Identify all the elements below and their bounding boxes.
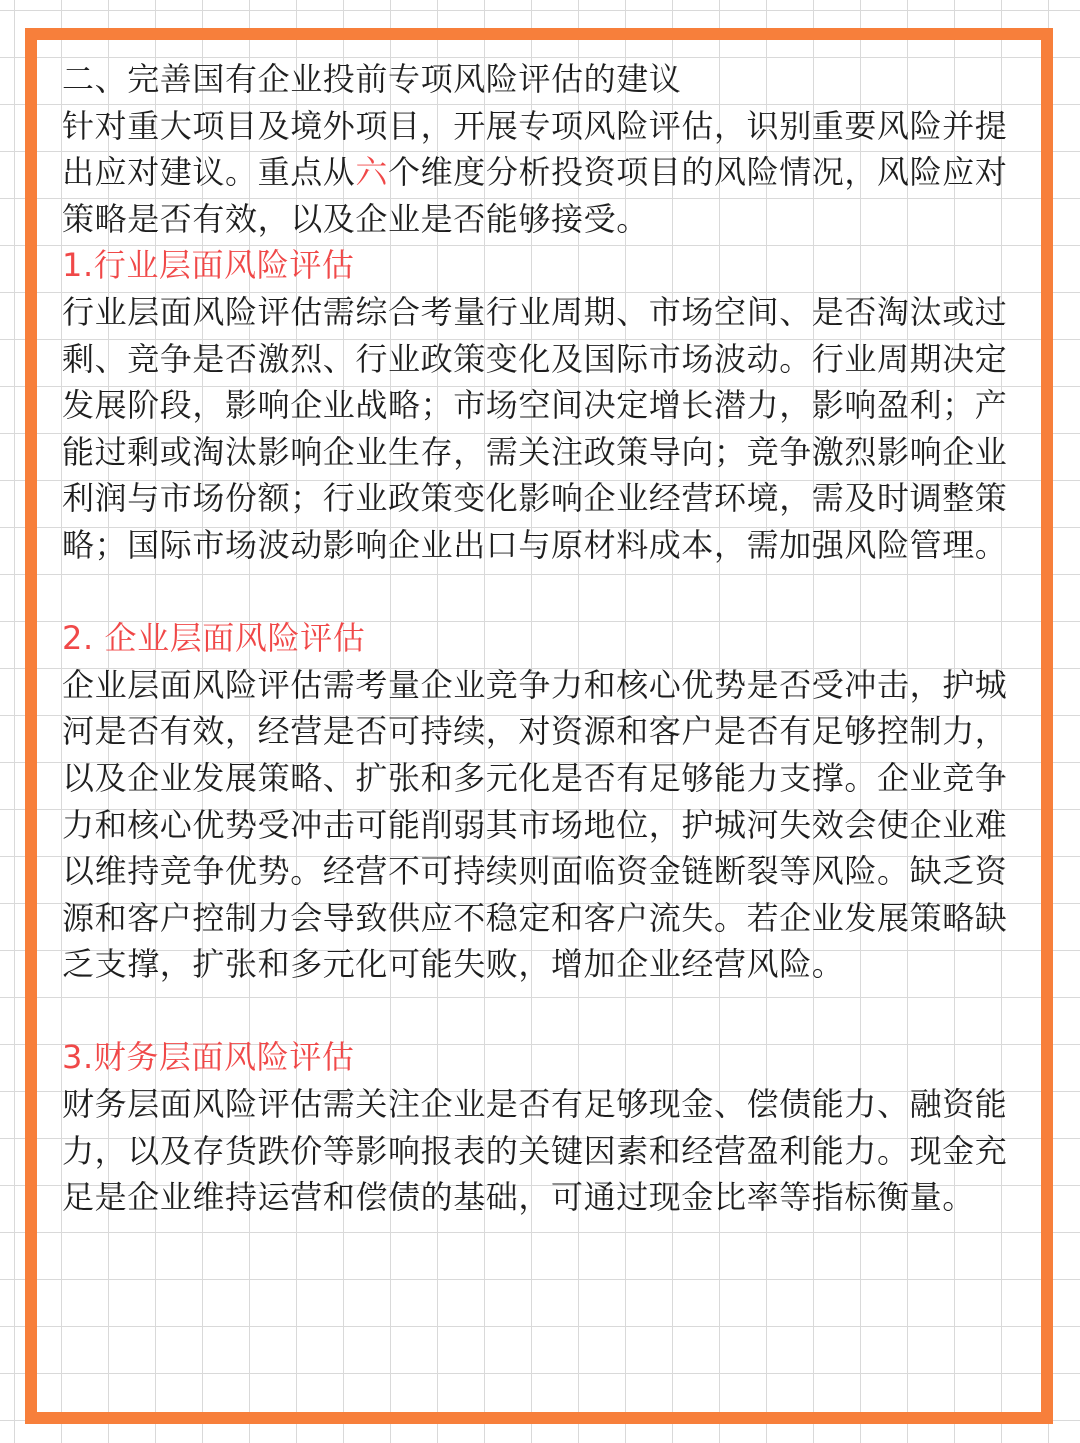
section-2-heading: 2. 企业层面风险评估 — [62, 619, 366, 658]
intro-paragraph — [62, 103, 1022, 243]
article-body — [62, 56, 1022, 1221]
section-1-body: 行业层面风险评估需综合考量行业周期、市场空间、是否淘汰或过剩、竞争是否激烈、行业政策变化及国际市场波动。行业周期决定发展阶段，影响企业战略；市场空间决定增长潜力，影响盈利；产能过剩或淘汰影响企业生存，需关注政策导向；竞争激烈影响企业利润与市场份额；行业政策变化影响企业经营环境，需及时调整策略；国际市场波动影响企业出口与原材料成本，需加强风险管理。 — [62, 292, 1008, 564]
spacer — [62, 988, 1022, 1035]
intro-text-before: 针对重大项目及境外项目，开展专项风险评估，识别重要风险并提出应对建议。重点从 — [62, 106, 1008, 192]
section-2-body: 企业层面风险评估需考量企业竞争力和核心优势是否受冲击，护城河是否有效，经营是否可持续，对资源和客户是否有足够控制力，以及企业发展策略、扩张和多元化是否有足够能力支撑。企业竞争力和核心优势受冲击可能削弱其市场地位，护城河失效会使企业难以维持竞争优势。经营不可持续则面临资金链断裂等风险。缺乏资源和客户控制力会导致供应不稳定和客户流失。若企业发展策略缺乏支撑，扩张和多元化可能失败，增加企业经营风险。 — [62, 665, 1008, 984]
section-3-body: 财务层面风险评估需关注企业是否有足够现金、偿债能力、融资能力，以及存货跌价等影响报表的关键因素和经营盈利能力。现金充足是企业维持运营和偿债的基础，可通过现金比率等指标衡量。 — [62, 1085, 1008, 1217]
article-title: 二、完善国有企业投前专项风险评估的建议 — [62, 60, 682, 98]
section-3-heading: 3.财务层面风险评估 — [62, 1038, 355, 1077]
section-1-heading: 1.行业层面风险评估 — [62, 246, 355, 285]
spacer — [62, 569, 1022, 616]
intro-highlight-six: 六 — [355, 153, 389, 192]
intro-text-after: 个维度分析投资项目的风险情况，风险应对策略是否有效，以及企业是否能够接受。 — [62, 153, 1008, 238]
